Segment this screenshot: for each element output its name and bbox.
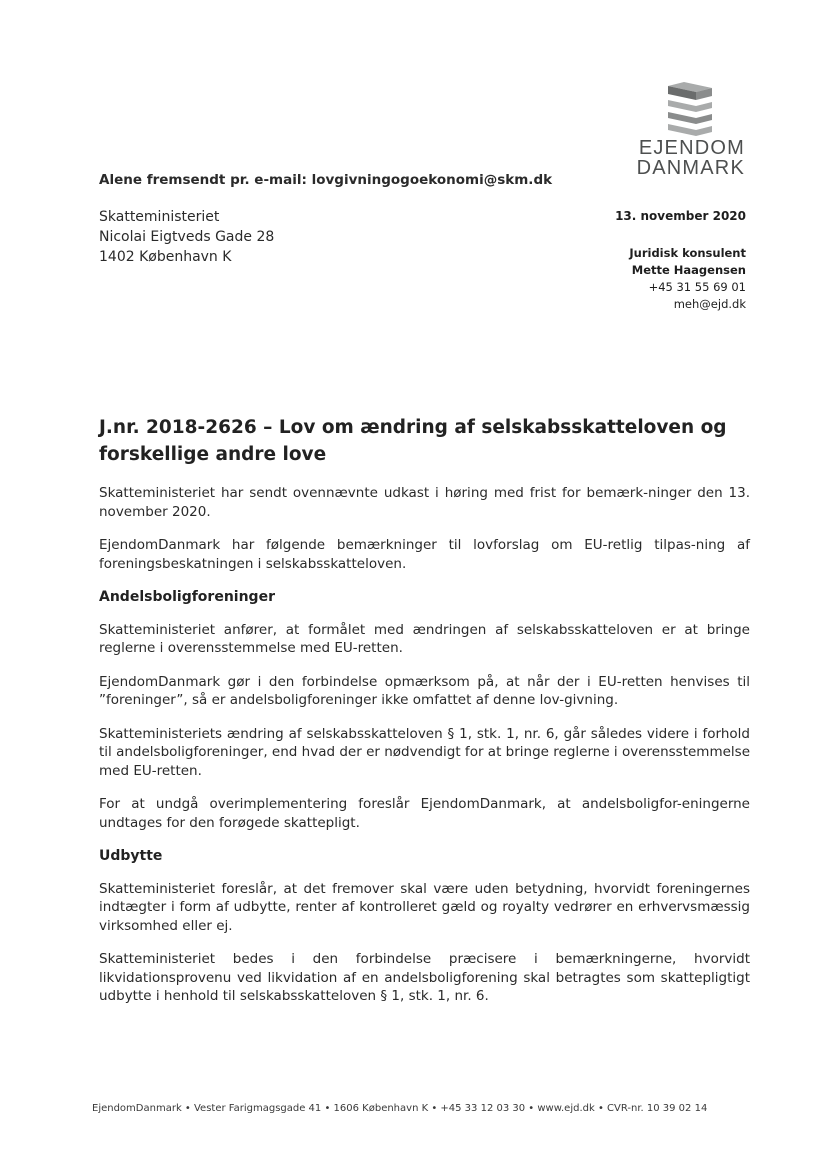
logo-line-1: EJENDOM [638, 137, 745, 159]
recipient-line-3: 1402 København K [99, 249, 232, 265]
recipient-line-1: Skatteministeriet [99, 209, 220, 225]
section-heading-udbytte: Udbytte [99, 848, 163, 864]
ejendom-danmark-logo-icon [664, 80, 716, 136]
paragraph-5: Skatteministeriets ændring af selskabsskatteloven § 1, stk. 1, nr. 6, går således videre i forhold til andelsboligforeninger, end hvad der er nødvendigt for at bringe reglerne i overensstemmelse med EU-retten. [99, 725, 750, 779]
paragraph-8: Skatteministeriet bedes i den forbindelse præcisere i bemærkningerne, hvorvidt likvidationsprovenu ved likvidation af en andelsboligforening skal betragtes som skattepligtigt udbytte i henhold til selskabsskatteloven § 1, stk. 1, nr. 6. [99, 951, 750, 1004]
paragraph-6: For at undgå overimplementering foreslår EjendomDanmark, at andelsboligfor-eningerne undtages for den forøgede skattepligt. [99, 796, 750, 831]
contact-email: meh@ejd.dk [673, 297, 746, 311]
page-footer: EjendomDanmark • Vester Farigmagsgade 41 • 1606 København K • +45 33 12 03 30 • www.ejd.dk • CVR-nr. 10 39 02 14 [92, 1103, 708, 1114]
contact-phone: +45 31 55 69 01 [648, 280, 746, 294]
paragraph-4: EjendomDanmark gør i den forbindelse opmærksom på, at når der i EU-retten henvises til ”foreninger”, så er andelsboligforeninger ikke omfattet af denne lov-givning. [99, 673, 750, 708]
contact-role: Juridisk konsulent [629, 246, 746, 260]
contact-block [629, 245, 746, 313]
recipient-address [99, 207, 274, 267]
contact-name: Mette Haagensen [631, 263, 746, 277]
logo-wordmark [637, 138, 745, 178]
paragraph-1: Skatteministeriet har sendt ovennævnte udkast i høring med frist for bemærk-ninger den 13. november 2020. [99, 485, 750, 520]
letter-title: J.nr. 2018-2626 – Lov om ændring af selskabsskatteloven og forskellige andre love [99, 417, 727, 465]
paragraph-7: Skatteministeriet foreslår, at det fremover skal være uden betydning, hvorvidt foreningernes indtægter i form af udbytte, renter af kontrolleret gæld og royalty vedrører en erhvervsmæssig virksomhed eller ej. [99, 880, 750, 934]
sent-by-email-line: Alene fremsendt pr. e-mail: lovgivningogoekonomi@skm.dk [99, 172, 553, 188]
recipient-line-2: Nicolai Eigtveds Gade 28 [99, 229, 275, 245]
paragraph-2: EjendomDanmark har følgende bemærkninger til lovforslag om EU-retlig tilpas-ning af foreningsbeskatningen i selskabsskatteloven. [99, 537, 750, 572]
letter-date: 13. november 2020 [615, 209, 746, 223]
paragraph-3: Skatteministeriet anfører, at formålet med ændringen af selskabsskatteloven er at bringe reglerne i overensstemmelse med EU-retten. [99, 621, 750, 656]
letter-body [99, 484, 750, 1021]
section-heading-andelsboligforeninger: Andelsboligforeninger [99, 589, 275, 605]
logo-line-2: DANMARK [636, 157, 745, 179]
